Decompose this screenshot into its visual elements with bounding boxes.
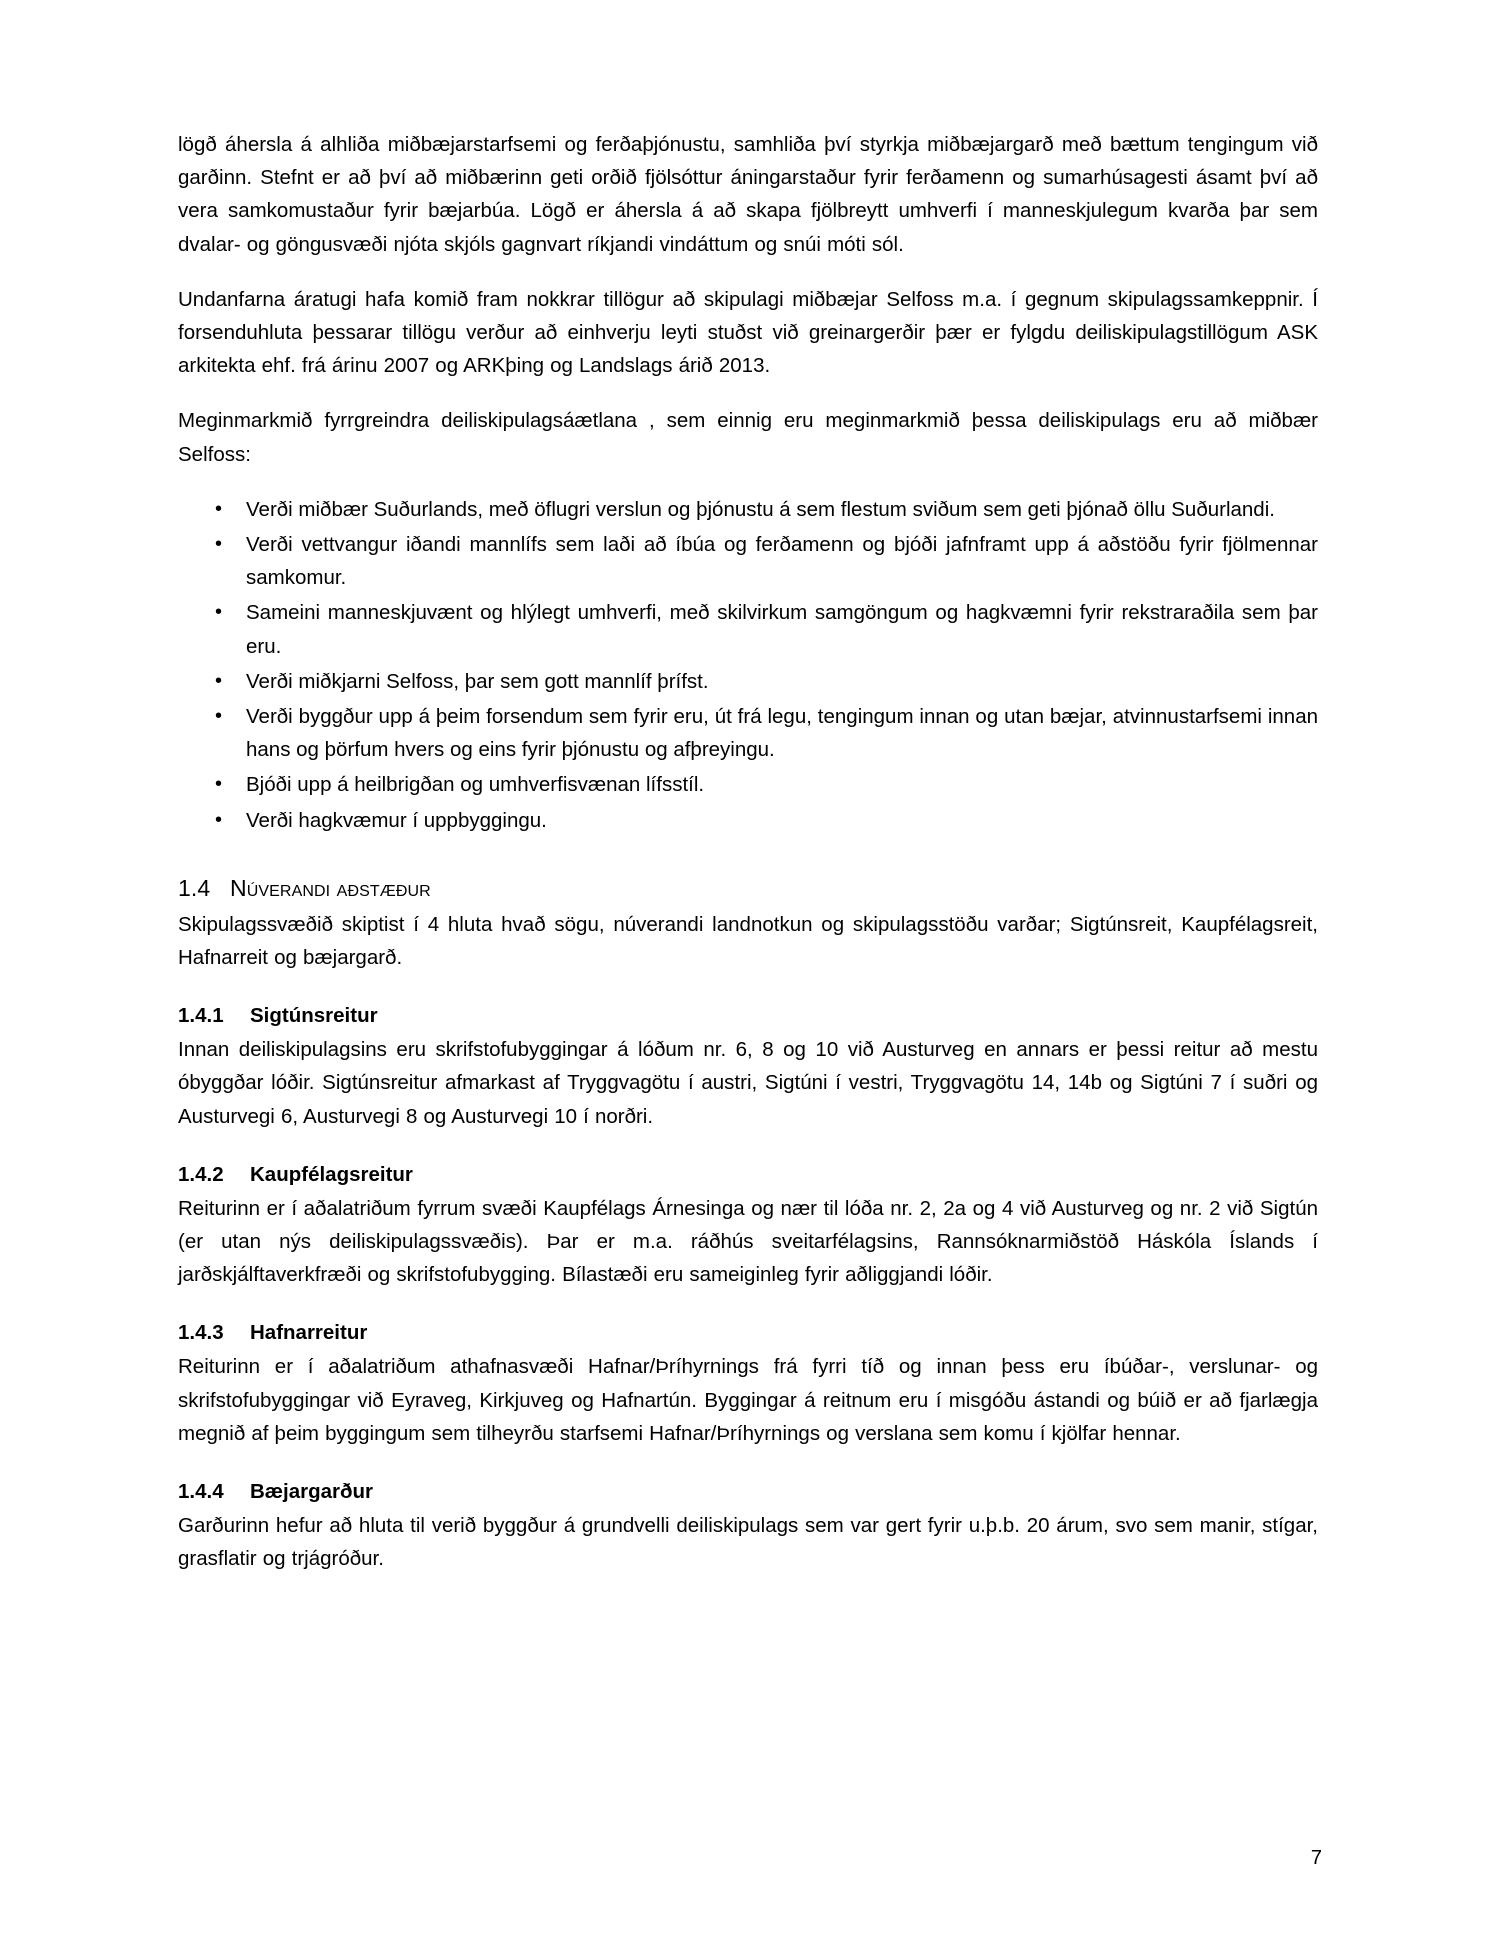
list-item: • Bjóði upp á heilbrigðan og umhverfisvænan lífsstíl. bbox=[178, 768, 1318, 801]
subsection-title: Sigtúnsreitur bbox=[250, 1004, 378, 1028]
subsection-heading-1-4-1 bbox=[178, 1004, 1318, 1028]
page-content bbox=[178, 128, 1318, 1576]
section-title: Núverandi aðstæður bbox=[230, 874, 431, 901]
subsection-number: 1.4.3 bbox=[178, 1321, 224, 1345]
paragraph-intro-3: Meginmarkmið fyrrgreindra deiliskipulagsáætlana , sem einnig eru meginmarkmið þessa deiliskipulags eru að miðbær Selfoss: bbox=[178, 409, 1318, 466]
list-item: • Verði miðkjarni Selfoss, þar sem gott mannlíf þrífst. bbox=[178, 665, 1318, 698]
subsection-title: Bæjargarður bbox=[250, 1480, 374, 1504]
subsection-heading-1-4-3 bbox=[178, 1321, 1318, 1345]
section-number: 1.4 bbox=[178, 874, 211, 901]
subsection-number: 1.4.1 bbox=[178, 1004, 224, 1028]
paragraph-intro-2: Undanfarna áratugi hafa komið fram nokkrar tillögur að skipulagi miðbæjar Selfoss m.a. í gegnum skipulagssamkeppnir. Í forsenduhluta þessarar tillögu verður að einhverju leyti stuðst við greinargerðir þær er fylgdu deiliskipulagstillögum ASK arkitekta ehf. frá árinu 2007 og ARKþing og Landslags árið 2013. bbox=[178, 287, 1318, 378]
subsection-body-1-4-3: Reiturinn er í aðalatriðum athafnasvæði Hafnar/Þríhyrnings frá fyrri tíð og innan þess eru íbúðar-, verslunar- og skrifstofubyggingar við Eyraveg, Kirkjuveg og Hafnartún. Byggingar á reitnum eru í misgóðu ástandi og búið er að fjarlægja megnið af þeim byggingum sem tilheyrðu starfsemi Hafnar/Þríhyrnings og verslana sem komu í kjölfar hennar. bbox=[178, 1355, 1318, 1445]
section-heading-1-4 bbox=[178, 875, 1318, 902]
list-item: • Sameini manneskjuvænt og hlýlegt umhverfi, með skilvirkum samgöngum og hagkvæmni fyrir rekstraraðila sem þar eru. bbox=[178, 596, 1318, 662]
page-number: 7 bbox=[1310, 1847, 1322, 1869]
subsection-body-1-4-4: Garðurinn hefur að hluta til verið byggður á grundvelli deiliskipulags sem var gert fyrir u.þ.b. 20 árum, svo sem manir, stígar, grasflatir og trjágróður. bbox=[178, 1514, 1318, 1571]
subsection-number: 1.4.4 bbox=[178, 1480, 224, 1504]
subsection-number: 1.4.2 bbox=[178, 1162, 224, 1186]
paragraph-intro-1: lögð áhersla á alhliða miðbæjarstarfsemi og ferðaþjónustu, samhliða því styrkja miðbæjargarð með bættum tengingum við garðinn. Stefnt er að því að miðbærinn geti orðið fjölsóttur áningarstaður fyrir ferðamenn og sumarhúsagesti ásamt því að vera samkomustaður fyrir bæjarbúa. Lögð er áhersla á að skapa fjölbreytt umhverfi í manneskjulegum kvarða þar sem dvalar- og göngusvæði njóta skjóls gagnvart ríkjandi vindáttum og snúi móti sól. bbox=[178, 133, 1318, 256]
list-item: • Verði hagkvæmur í uppbyggingu. bbox=[178, 804, 1318, 837]
section-intro-paragraph: Skipulagssvæðið skiptist í 4 hluta hvað sögu, núverandi landnotkun og skipulagsstöðu varðar; Sigtúnsreit, Kaupfélagsreit, Hafnarreit og bæjargarð. bbox=[178, 912, 1318, 970]
subsection-body-1-4-2: Reiturinn er í aðalatriðum fyrrum svæði Kaupfélags Árnesinga og nær til lóða nr. 2, 2a og 4 við Austurveg og nr. 2 við Sigtún (er utan nýs deiliskipulagssvæðis). Þar er m.a. ráðhús sveitarfélagsins, Rannsóknarmiðstöð Háskóla Íslands í jarðskjálftaverkfræði og skrifstofubygging. Bílastæði eru sameiginleg fyrir aðliggjandi lóðir. bbox=[178, 1196, 1318, 1287]
subsection-title: Hafnarreitur bbox=[250, 1321, 368, 1345]
subsection-heading-1-4-4 bbox=[178, 1480, 1318, 1504]
list-item: • Verði miðbær Suðurlands, með öflugri verslun og þjónustu á sem flestum sviðum sem geti þjónað öllu Suðurlandi. bbox=[178, 493, 1318, 526]
list-item: • Verði byggður upp á þeim forsendum sem fyrir eru, út frá legu, tengingum innan og utan bæjar, atvinnustarfsemi innan hans og þörfum hvers og eins fyrir þjónustu og afþreyingu. bbox=[178, 700, 1318, 766]
goals-bullet-list bbox=[178, 493, 1318, 837]
list-item: • Verði vettvangur iðandi mannlífs sem laði að íbúa og ferðamenn og bjóði jafnframt upp á aðstöðu fyrir fjölmennar samkomur. bbox=[178, 528, 1318, 594]
subsection-heading-1-4-2 bbox=[178, 1163, 1318, 1187]
subsection-title: Kaupfélagsreitur bbox=[250, 1162, 413, 1186]
subsection-body-1-4-1: Innan deiliskipulagsins eru skrifstofubyggingar á lóðum nr. 6, 8 og 10 við Austurveg en annars er þessi reitur að mestu óbyggðar lóðir. Sigtúnsreitur afmarkast af Tryggvagötu í austri, Sigtúni í vestri, Tryggvagötu 14, 14b og Sigtúni 7 í suðri og Austurvegi 6, Austurvegi 8 og Austurvegi 10 í norðri. bbox=[178, 1038, 1318, 1128]
